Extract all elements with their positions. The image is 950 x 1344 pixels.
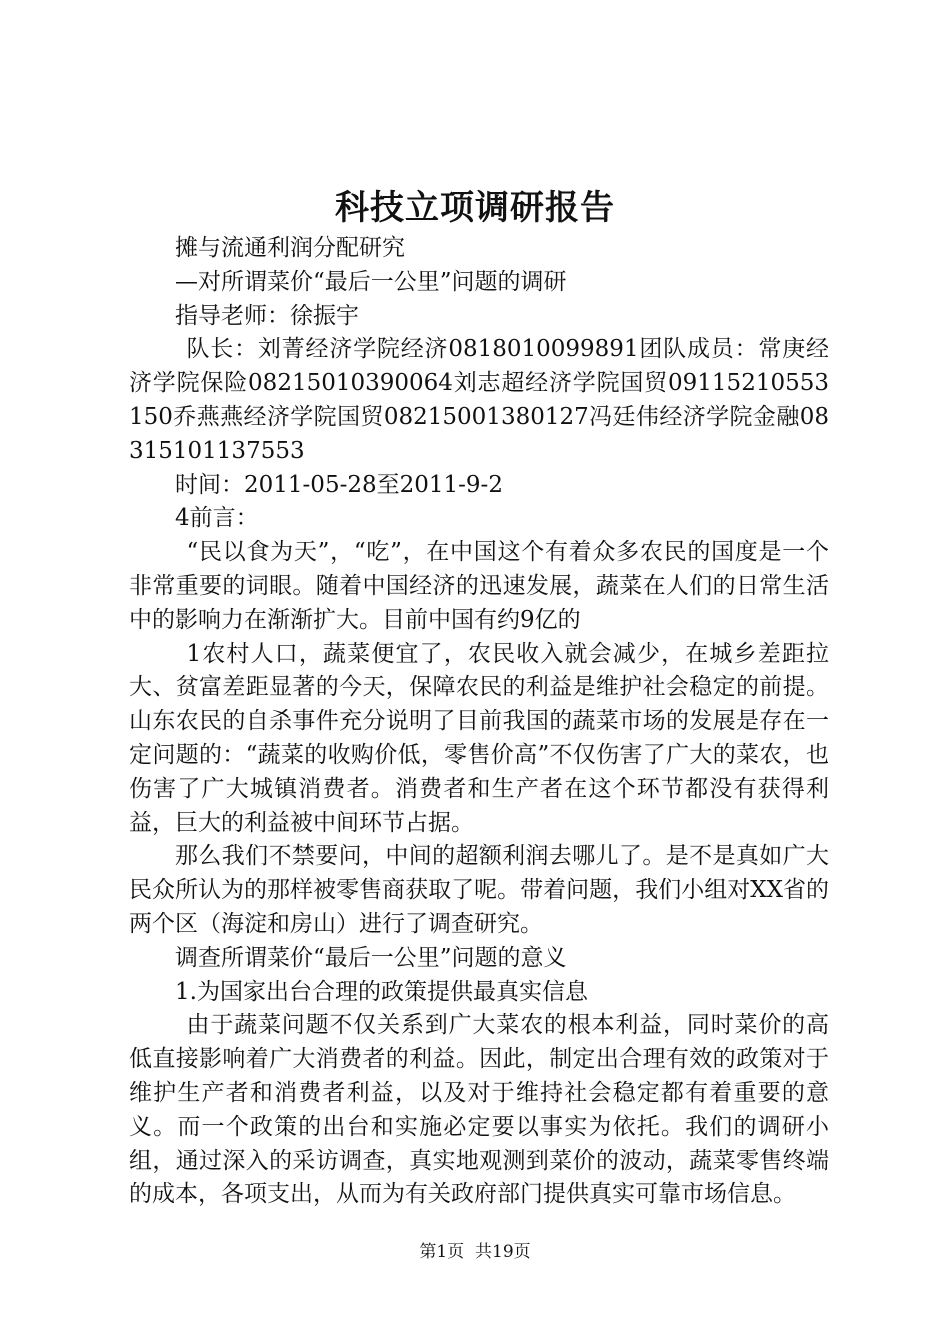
page-total: 共19页	[475, 1242, 531, 1262]
subsection-heading: 1.为国家出台合理的政策提供最真实信息	[175, 978, 588, 1005]
section-heading: 调查所谓菜价“最后一公里”问题的意义	[175, 944, 567, 971]
document-body	[129, 232, 829, 1212]
page-footer	[0, 1240, 950, 1264]
subtitle-paragraph: 摊与流通利润分配研究	[175, 235, 405, 261]
page-number: 第1页	[419, 1242, 465, 1262]
body-paragraph: 由于蔬菜问题不仅关系到广大菜农的根本利益，同时菜价的高低直接影响着广大消费者的利益。因此，制定出合理有效的政策对于维护生产者和消费者利益，以及对于维持社会稳定都有着重要的意义。而一个政策的出台和实施必定要以事实为依托。我们的调研小组，通过深入的采访调查，真实地观测到菜价的波动，蔬菜零售终端的成本，各项支出，从而为有关政府部门提供真实可靠市场信息。	[129, 1012, 829, 1208]
body-paragraph: 1农村人口，蔬菜便宜了，农民收入就会减少，在城乡差距拉大、贫富差距显著的今天，保障农民的利益是维护社会稳定的前提。山东农民的自杀事件充分说明了目前我国的蔬菜市场的发展是存在一定问题的：“蔬菜的收购价低，零售价高”不仅伤害了广大的菜农，也伤害了广大城镇消费者。消费者和生产者在这个环节都没有获得利益，巨大的利益被中间环节占据。	[129, 640, 829, 836]
document-title: 科技立项调研报告	[335, 188, 615, 228]
date-paragraph: 时间：2011-05-28至2011-9-2	[175, 471, 503, 498]
body-paragraph: 那么我们不禁要问，中间的超额利润去哪儿了。是不是真如广大民众所认为的那样被零售商获取了呢。带着问题，我们小组对XX省的两个区（海淀和房山）进行了调查研究。	[129, 843, 829, 937]
advisor-paragraph: 指导老师：徐振宇	[175, 302, 359, 329]
preface-heading: 4前言：	[175, 505, 259, 532]
team-paragraph: 队长：刘菁经济学院经济0818010099891团队成员：常庚经济学院保险08215010390064刘志超经济学院国贸09115210553150乔燕燕经济学院国贸08215001380127冯廷伟经济学院金融08315101137553	[129, 336, 829, 464]
subtitle-2-paragraph: —对所谓菜价“最后一公里”问题的调研	[175, 268, 567, 295]
body-paragraph: “民以食为天”，“吃”，在中国这个有着众多农民的国度是一个非常重要的词眼。随着中国经济的迅速发展，蔬菜在人们的日常生活中的影响力在渐渐扩大。目前中国有约9亿的	[129, 539, 829, 633]
